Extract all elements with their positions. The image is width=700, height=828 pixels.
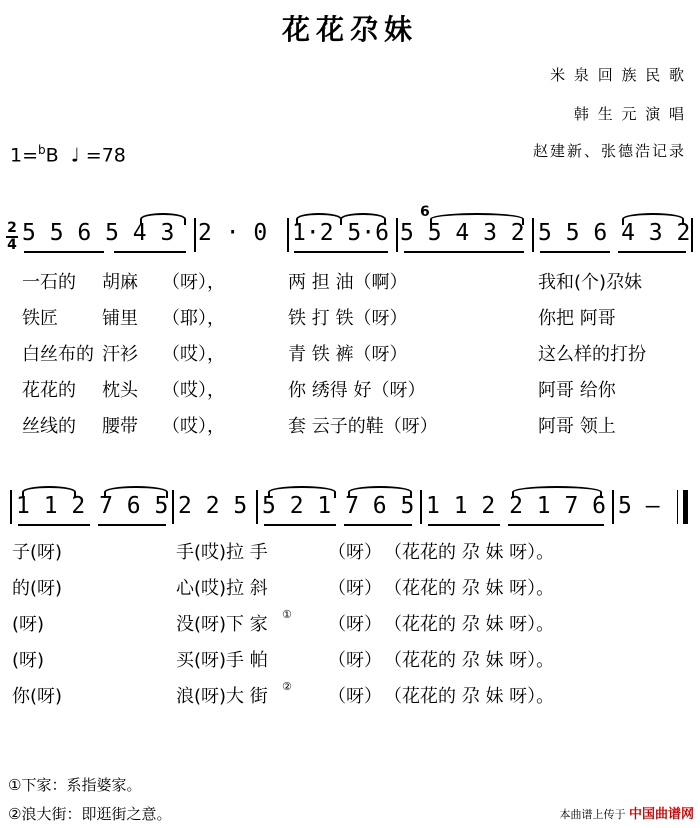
lyric-line2-cell: 心(哎)拉 斜 <box>176 578 268 599</box>
credit-transcriber: 赵建新、张德浩记录 <box>532 142 686 160</box>
lyric-line2-cell: （花花的 尕 妹 呀）。 <box>384 650 555 671</box>
lyric-line1-cell: 一石的 <box>22 272 76 293</box>
slur <box>622 213 684 225</box>
lyric-line1-cell: 这么样的打扮 <box>538 344 646 365</box>
lyric-line2-cell: 买(呀)手 帕 <box>176 650 268 671</box>
beam <box>24 251 104 253</box>
lyric-line2-cell: (呀) <box>12 650 45 671</box>
lyric-line1-cell: 套 云子的鞋（呀） <box>288 416 438 437</box>
lyric-line2-cell: 子(呀) <box>12 542 63 563</box>
lyric-line2-cell: （花花的 尕 妹 呀）。 <box>384 686 555 707</box>
footnote-1: ①下家：系指婆家。 <box>8 776 142 794</box>
beam <box>18 524 90 526</box>
barline <box>691 218 693 252</box>
lyric-line1-cell: （哎）， <box>162 344 225 365</box>
slur <box>140 213 186 225</box>
lyric-line1-cell: 枕头 <box>102 380 138 401</box>
footnote-2: ②浪大街：即逛街之意。 <box>8 805 172 823</box>
slur <box>512 486 602 498</box>
beam <box>404 251 524 253</box>
lyric-line1-cell: 阿哥 给你 <box>538 380 616 401</box>
lyric-line2-cell: 浪(呀)大 街 <box>176 686 268 707</box>
lyric-line2-cell: （花花的 尕 妹 呀）。 <box>384 542 555 563</box>
tempo-mark: ♩ =78 <box>70 144 126 167</box>
slur <box>22 486 76 498</box>
slur <box>268 486 336 498</box>
score-measure: 5 5 4 3 2 <box>400 220 525 246</box>
lyric-line2-cell: 手(哎)拉 手 <box>176 542 268 563</box>
credit-origin: 米 泉 回 族 民 歌 <box>550 66 686 84</box>
key-flat: b <box>38 143 46 157</box>
lyric-line2-cell: （呀） <box>328 542 382 563</box>
slur <box>340 213 386 225</box>
site-logo[interactable]: 中国曲谱网 <box>628 807 694 822</box>
slur <box>348 486 412 498</box>
lyric-line1-cell: 两 担 油（啊） <box>288 272 408 293</box>
song-title: 花花尕妹 <box>281 13 418 46</box>
slur <box>104 486 168 498</box>
barline <box>612 490 614 524</box>
lyric-line2-cell: 的(呀) <box>12 578 63 599</box>
barline <box>532 218 534 252</box>
score-measure: 2 2 5 <box>178 493 248 519</box>
beam <box>618 251 686 253</box>
beam <box>344 524 412 526</box>
lyric-line1-cell: 我和(个)尕妹 <box>538 272 643 293</box>
slur <box>296 213 342 225</box>
lyric-line1-cell: 你 绣得 好（呀） <box>288 380 426 401</box>
lyric-line1-cell: 腰带 <box>102 416 138 437</box>
barline <box>396 218 398 252</box>
lyric-line1-cell: 阿哥 领上 <box>538 416 616 437</box>
lyric-line1-cell: 铁 打 铁（呀） <box>288 308 408 329</box>
ts-bottom: 4 <box>7 237 17 253</box>
score-measure: 1 1 2 2 1 7 6 <box>426 493 607 519</box>
lyric-line2-cell: （呀） <box>328 614 382 635</box>
lyric-line1-cell: 胡麻 <box>102 272 138 293</box>
lyric-line1-cell: 白丝布的 <box>22 344 94 365</box>
score-measure: 5 5 6 5 4 3 <box>22 220 175 246</box>
beam <box>98 524 166 526</box>
lyric-line1-cell: 汗衫 <box>102 344 138 365</box>
key-main: 1= <box>10 144 39 167</box>
lyric-line1-cell: 花花的 <box>22 380 76 401</box>
barline <box>420 490 422 524</box>
footer-text: 本曲谱上传于 <box>559 808 626 821</box>
lyric-line1-cell: 铺里 <box>102 308 138 329</box>
lyric-line2-cell: 没(呀)下 家 <box>176 614 268 635</box>
lyric-line2-cell: (呀) <box>12 614 45 635</box>
score-measure: 2 · 0 <box>198 220 268 246</box>
beam <box>508 524 604 526</box>
barline <box>194 218 196 252</box>
barline <box>10 490 12 524</box>
score-measure: 1·2 5·6 <box>292 220 389 246</box>
lyric-line2-cell: （呀） <box>328 578 382 599</box>
lyric-line1-cell: 你把 阿哥 <box>538 308 616 329</box>
score-measure: 5 — <box>618 493 660 519</box>
barline <box>172 490 174 524</box>
slur <box>430 213 524 225</box>
lyric-line1-cell: 青 铁 裤（呀） <box>288 344 408 365</box>
beam <box>264 524 336 526</box>
ts-top: 2 <box>7 220 17 236</box>
lyric-line1-cell: 铁匠 <box>22 308 58 329</box>
lyric-line2-cell: （花花的 尕 妹 呀）。 <box>384 578 555 599</box>
time-signature <box>6 222 18 252</box>
beam <box>114 251 186 253</box>
beam <box>294 251 388 253</box>
key-note: B <box>45 144 59 167</box>
credit-singer: 韩 生 元 演 唱 <box>573 105 686 123</box>
key-signature <box>10 143 126 166</box>
final-barline <box>683 490 688 524</box>
score-measure: 5 5 6 4 3 2 <box>538 220 691 246</box>
score-measure: 1 1 2 7 6 5 <box>16 493 169 519</box>
footnote-marker: ② <box>282 680 292 693</box>
site-footer <box>559 803 694 822</box>
lyric-line1-cell: 丝线的 <box>22 416 76 437</box>
lyric-line1-cell: （哎）， <box>162 416 225 437</box>
grace-note: 6 <box>420 204 430 220</box>
beam <box>540 251 610 253</box>
barline <box>287 218 289 252</box>
lyric-line2-cell: （呀） <box>328 686 382 707</box>
final-barline-thin <box>677 490 678 524</box>
lyric-line2-cell: 你(呀) <box>12 686 63 707</box>
lyric-line1-cell: （呀）， <box>162 272 225 293</box>
score-measure: 5 2 1 7 6 5 <box>262 493 415 519</box>
barline <box>256 490 258 524</box>
lyric-line1-cell: （耶）， <box>162 308 225 329</box>
beam <box>428 524 500 526</box>
lyric-line1-cell: （哎）， <box>162 380 225 401</box>
lyric-line2-cell: （花花的 尕 妹 呀）。 <box>384 614 555 635</box>
lyric-line2-cell: （呀） <box>328 650 382 671</box>
footnote-marker: ① <box>282 608 292 621</box>
